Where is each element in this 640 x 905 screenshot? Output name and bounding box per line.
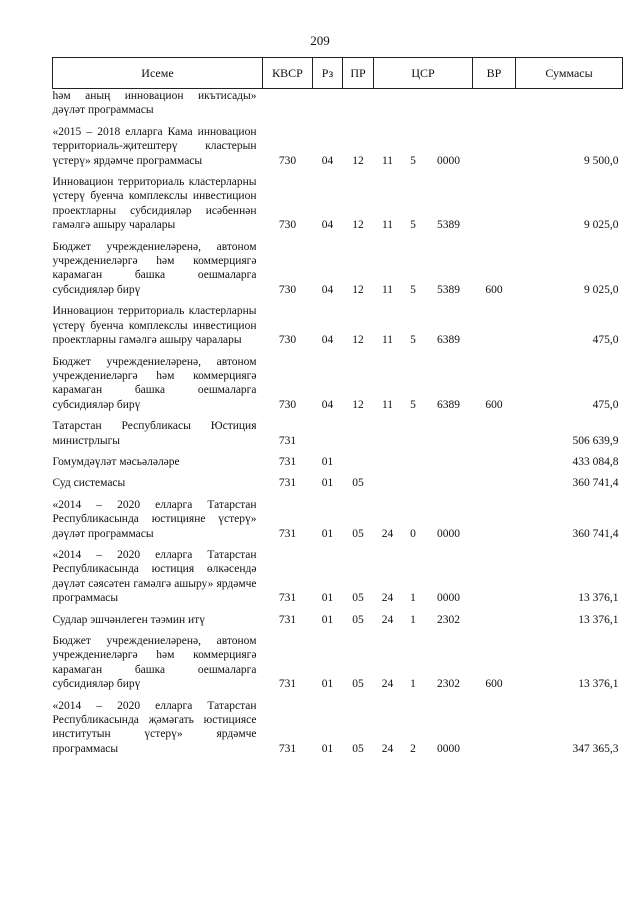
cell-vr bbox=[473, 544, 516, 609]
cell-vr bbox=[473, 121, 516, 171]
cell-vr bbox=[473, 609, 516, 630]
cell-pr: 12 bbox=[352, 334, 364, 347]
cell-name: Татарстан Республикасы Юстиция министрлыгы bbox=[52, 420, 257, 447]
table-row bbox=[53, 451, 623, 472]
cell-csr-subprogram bbox=[402, 89, 425, 121]
table-row bbox=[53, 494, 623, 544]
cell-csr-program: 11 bbox=[381, 283, 394, 296]
cell-rz: 01 bbox=[321, 592, 334, 605]
cell-name: һәм аның инновацион икътисады» дәүләт программасы bbox=[52, 90, 257, 117]
cell-csr-program: 24 bbox=[381, 613, 394, 626]
cell-csr-subprogram: 1 bbox=[410, 678, 416, 691]
cell-rz: 04 bbox=[321, 334, 334, 347]
cell-csr-direction: 0000 bbox=[437, 742, 460, 755]
cell-name: Суд системасы bbox=[52, 477, 126, 490]
cell-pr: 12 bbox=[352, 283, 364, 296]
cell-pr: 12 bbox=[352, 398, 364, 411]
cell-pr bbox=[343, 89, 374, 121]
header-vr: ВР bbox=[473, 58, 516, 89]
cell-sum: 506 639,9 bbox=[572, 434, 619, 447]
table-body bbox=[53, 89, 623, 760]
table-row bbox=[53, 695, 623, 760]
cell-vr bbox=[473, 300, 516, 350]
cell-csr-program: 11 bbox=[381, 219, 394, 232]
cell-csr-direction: 2302 bbox=[437, 613, 460, 626]
cell-sum: 475,0 bbox=[592, 398, 619, 411]
cell-vr: 600 bbox=[485, 283, 503, 296]
cell-name: Бюджет учреждениеләренә, автоном учреждениеләргә һәм коммерциягә карамаган башка оешмаларга субсидияләр бирү bbox=[52, 240, 257, 296]
cell-name: «2015 – 2018 елларга Кама инновацион территориаль-җитештерү кластерын үстерү» ярдәмче программасы bbox=[52, 125, 257, 167]
table-header-row bbox=[53, 58, 623, 89]
cell-rz: 04 bbox=[321, 283, 334, 296]
cell-csr-direction: 6389 bbox=[437, 398, 460, 411]
cell-name: Бюджет учреждениеләренә, автоном учреждениеләргә һәм коммерциягә карамаган башка оешмаларга субсидияләр бирү bbox=[52, 355, 257, 411]
cell-sum bbox=[516, 89, 623, 121]
cell-name: Судлар эшчәнлеген тәэмин итү bbox=[52, 613, 205, 626]
cell-pr: 12 bbox=[352, 154, 364, 167]
cell-csr-direction: 0000 bbox=[437, 527, 460, 540]
cell-csr-direction bbox=[425, 89, 473, 121]
cell-sum: 13 376,1 bbox=[578, 592, 619, 605]
cell-sum: 347 365,3 bbox=[572, 742, 619, 755]
budget-table bbox=[52, 57, 623, 759]
cell-kvsr: 731 bbox=[278, 678, 297, 691]
cell-csr-direction bbox=[425, 415, 473, 451]
cell-rz: 04 bbox=[321, 398, 334, 411]
header-sum: Суммасы bbox=[516, 58, 623, 89]
cell-kvsr: 730 bbox=[278, 334, 297, 347]
table-row bbox=[53, 171, 623, 236]
table-row bbox=[53, 121, 623, 171]
cell-kvsr: 731 bbox=[278, 477, 297, 490]
cell-rz bbox=[313, 89, 343, 121]
cell-csr-direction: 5389 bbox=[437, 219, 460, 232]
table-row bbox=[53, 351, 623, 416]
table-row bbox=[53, 472, 623, 493]
cell-kvsr: 730 bbox=[278, 283, 297, 296]
cell-sum: 13 376,1 bbox=[578, 613, 619, 626]
cell-csr-direction: 2302 bbox=[437, 678, 460, 691]
cell-kvsr: 730 bbox=[278, 219, 297, 232]
cell-csr-subprogram: 5 bbox=[410, 283, 416, 296]
cell-pr: 05 bbox=[352, 477, 364, 490]
table-row bbox=[53, 415, 623, 451]
cell-vr: 600 bbox=[485, 398, 503, 411]
cell-csr-program: 24 bbox=[381, 527, 394, 540]
cell-csr-program: 11 bbox=[381, 398, 394, 411]
cell-csr-subprogram: 2 bbox=[410, 742, 416, 755]
cell-vr bbox=[473, 494, 516, 544]
header-name: Исеме bbox=[53, 58, 263, 89]
cell-rz: 04 bbox=[321, 154, 334, 167]
cell-vr bbox=[473, 415, 516, 451]
cell-pr: 05 bbox=[352, 742, 364, 755]
cell-pr: 05 bbox=[352, 613, 364, 626]
header-kvsr: КВСР bbox=[263, 58, 313, 89]
cell-kvsr: 730 bbox=[278, 154, 297, 167]
cell-rz: 01 bbox=[321, 678, 334, 691]
cell-sum: 9 500,0 bbox=[584, 154, 619, 167]
cell-name: «2014 – 2020 елларга Татарстан Республикасында юстицияне үстерү» дәүләт программасы bbox=[52, 498, 257, 540]
cell-name: Гомумдәүләт мәсьәләләре bbox=[52, 455, 180, 468]
cell-csr-program: 24 bbox=[381, 678, 394, 691]
cell-pr: 05 bbox=[352, 592, 364, 605]
cell-csr-subprogram: 5 bbox=[410, 219, 416, 232]
cell-csr-subprogram: 5 bbox=[410, 154, 416, 167]
cell-kvsr: 730 bbox=[278, 398, 297, 411]
cell-csr-program bbox=[374, 451, 402, 472]
cell-kvsr: 731 bbox=[278, 455, 297, 468]
cell-csr-direction: 0000 bbox=[437, 592, 460, 605]
cell-csr-subprogram bbox=[402, 451, 425, 472]
cell-csr-subprogram: 1 bbox=[410, 592, 416, 605]
cell-csr-subprogram: 5 bbox=[410, 398, 416, 411]
cell-name: Бюджет учреждениеләренә, автоном учреждениеләргә һәм коммерциягә карамаган башка оешмаларга субсидияләр бирү bbox=[52, 635, 257, 691]
cell-csr-direction: 0000 bbox=[437, 154, 460, 167]
cell-sum: 9 025,0 bbox=[584, 219, 619, 232]
cell-sum: 13 376,1 bbox=[578, 678, 619, 691]
cell-rz: 01 bbox=[321, 742, 334, 755]
cell-csr-program: 24 bbox=[381, 592, 394, 605]
cell-vr: 600 bbox=[485, 678, 503, 691]
cell-sum: 9 025,0 bbox=[584, 283, 619, 296]
cell-name: «2014 – 2020 елларга Татарстан Республикасында җәмәгать юстициясе институтын үстерү» ярдәмче программасы bbox=[52, 699, 257, 755]
cell-pr: 12 bbox=[352, 219, 364, 232]
cell-pr bbox=[343, 451, 374, 472]
cell-csr-subprogram: 1 bbox=[410, 613, 416, 626]
cell-csr-subprogram: 5 bbox=[410, 334, 416, 347]
cell-csr-program bbox=[374, 89, 402, 121]
cell-vr bbox=[473, 472, 516, 493]
table-row bbox=[53, 544, 623, 609]
table-row bbox=[53, 300, 623, 350]
cell-vr bbox=[473, 695, 516, 760]
cell-csr-direction: 6389 bbox=[437, 334, 460, 347]
cell-sum: 360 741,4 bbox=[572, 477, 619, 490]
header-rz: Рз bbox=[313, 58, 343, 89]
cell-csr-program bbox=[374, 472, 402, 493]
cell-csr-program: 11 bbox=[381, 154, 394, 167]
cell-csr-subprogram bbox=[402, 472, 425, 493]
cell-csr-program: 24 bbox=[381, 742, 394, 755]
cell-name: Инновацион территориаль кластерларны үстерү буенча комплекслы инвестицион проектларны гамәлгә ашыру чаралары bbox=[52, 305, 257, 347]
header-pr: ПР bbox=[343, 58, 374, 89]
cell-name: Инновацион территориаль кластерларны үстерү буенча комплекслы инвестицион проектларны субсидияләр исәбеннән гамәлгә ашыру чаралары bbox=[52, 176, 257, 232]
table-row bbox=[53, 236, 623, 301]
cell-name: «2014 – 2020 елларга Татарстан Республикасында юстиция өлкәсендә дәүләт сәясәтен гамәлгә ашыру» ярдәмче программасы bbox=[52, 548, 257, 605]
cell-pr bbox=[343, 415, 374, 451]
cell-sum: 475,0 bbox=[592, 334, 619, 347]
table-row bbox=[53, 89, 623, 121]
table-row bbox=[53, 630, 623, 695]
cell-vr bbox=[473, 451, 516, 472]
cell-sum: 433 084,8 bbox=[572, 455, 619, 468]
cell-sum: 360 741,4 bbox=[572, 527, 619, 540]
cell-kvsr bbox=[263, 89, 313, 121]
cell-vr bbox=[473, 171, 516, 236]
cell-rz: 01 bbox=[321, 527, 334, 540]
cell-kvsr: 731 bbox=[278, 613, 297, 626]
cell-kvsr: 731 bbox=[278, 742, 297, 755]
cell-kvsr: 731 bbox=[278, 527, 297, 540]
cell-rz: 01 bbox=[321, 455, 334, 468]
header-csr: ЦСР bbox=[374, 58, 473, 89]
cell-pr: 05 bbox=[352, 527, 364, 540]
cell-csr-subprogram: 0 bbox=[410, 527, 416, 540]
cell-csr-direction bbox=[425, 472, 473, 493]
cell-csr-direction: 5389 bbox=[437, 283, 460, 296]
cell-vr bbox=[473, 89, 516, 121]
cell-csr-program: 11 bbox=[381, 334, 394, 347]
cell-pr: 05 bbox=[352, 678, 364, 691]
table-row bbox=[53, 609, 623, 630]
cell-csr-subprogram bbox=[402, 415, 425, 451]
cell-csr-direction bbox=[425, 451, 473, 472]
cell-kvsr: 731 bbox=[278, 592, 297, 605]
cell-csr-program bbox=[374, 415, 402, 451]
cell-rz: 04 bbox=[321, 219, 334, 232]
page-number: 209 bbox=[310, 33, 330, 48]
cell-rz: 01 bbox=[321, 613, 334, 626]
cell-rz bbox=[313, 415, 343, 451]
cell-rz: 01 bbox=[321, 477, 334, 490]
cell-kvsr: 731 bbox=[278, 434, 297, 447]
